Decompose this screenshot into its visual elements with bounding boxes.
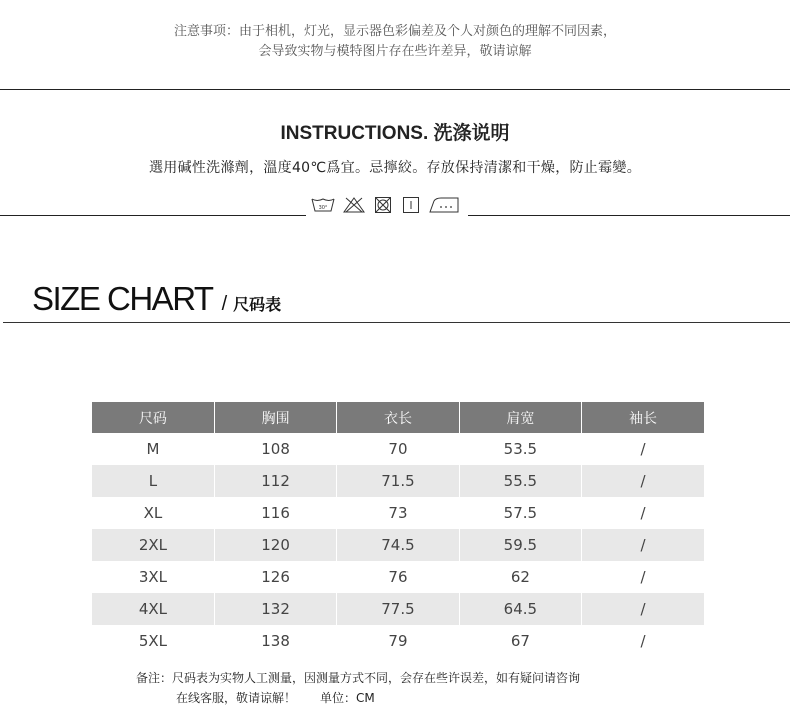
- care-symbols-row: [0, 197, 790, 219]
- no-tumble-dry-icon: [373, 197, 393, 213]
- cell-chest: 112: [214, 465, 336, 497]
- cell-sleeve: /: [582, 529, 704, 561]
- cell-length: 70: [337, 433, 459, 465]
- cell-shoulder: 62: [459, 561, 581, 593]
- cell-length: 71.5: [337, 465, 459, 497]
- table-row: [92, 433, 704, 465]
- cell-size: M: [92, 433, 214, 465]
- cell-sleeve: /: [640, 568, 646, 586]
- wash-temp: 30°: [318, 205, 328, 211]
- cell-sleeve: /: [640, 504, 646, 522]
- header-shoulder: 肩宽: [459, 402, 581, 433]
- cell-length: 79: [337, 625, 459, 657]
- size-note-line-1: 备注：尺码表为实物人工测量，因测量方式不同，会存在些许误差，如有疑问请咨询: [136, 671, 581, 685]
- header-sleeve: 袖长: [582, 402, 704, 433]
- table-row: [92, 625, 704, 657]
- header-length: 衣长: [337, 402, 459, 433]
- size-note: [136, 668, 580, 708]
- size-note-line-2: 在线客服，敬请谅解！ 单位：CM: [176, 691, 375, 705]
- cell-size: L: [92, 465, 214, 497]
- table-row: [92, 561, 704, 593]
- cell-size: 2XL: [92, 529, 214, 561]
- iron-low-icon: [429, 197, 459, 213]
- cell-length: 73: [337, 497, 459, 529]
- care-icons: [311, 197, 459, 213]
- cell-chest: 126: [214, 561, 336, 593]
- cell-shoulder: 64.5: [459, 593, 581, 625]
- cell-sleeve: /: [582, 593, 704, 625]
- cell-shoulder: 53.5: [459, 433, 581, 465]
- header-size: 尺码: [92, 402, 214, 433]
- cell-size: 5XL: [92, 625, 214, 657]
- dry-flat-icon: [401, 197, 421, 213]
- size-table: [92, 402, 704, 657]
- care-rule-right: [468, 215, 790, 216]
- cell-chest: 138: [214, 625, 336, 657]
- cell-size: XL: [92, 497, 214, 529]
- cell-chest: 108: [214, 433, 336, 465]
- cell-chest: 132: [214, 593, 336, 625]
- table-row: [92, 497, 704, 529]
- cell-sleeve: /: [640, 440, 646, 458]
- cell-size: 4XL: [92, 593, 214, 625]
- cell-length: 77.5: [337, 593, 459, 625]
- notice-line-2: 会导致实物与模特图片存在些许差异，敬请谅解: [258, 44, 532, 59]
- table-row: [92, 593, 704, 625]
- instructions-text: 選用碱性洗滌劑，溫度40℃爲宜。忌擰絞。存放保持清潔和干燥，防止霉變。: [148, 160, 642, 176]
- cell-shoulder: 57.5: [459, 497, 581, 529]
- cell-size: 3XL: [92, 561, 214, 593]
- cell-length: 74.5: [337, 529, 459, 561]
- cell-length: 76: [337, 561, 459, 593]
- cell-chest: 116: [214, 497, 336, 529]
- size-chart-title-cn: 尺码表: [233, 295, 282, 314]
- notice-line-1: 注意事项：由于相机，灯光，显示器色彩偏差及个人对颜色的理解不同因素，: [173, 24, 616, 39]
- size-chart-title-en: SIZE CHART: [32, 280, 213, 317]
- cell-chest: 120: [214, 529, 336, 561]
- size-chart-separator: /: [221, 293, 228, 315]
- table-header-row: [92, 402, 704, 433]
- care-rule-left: [0, 215, 306, 216]
- cell-sleeve: /: [582, 465, 704, 497]
- instructions-title: INSTRUCTIONS. 洗涤说明: [280, 123, 510, 144]
- size-chart-heading: [32, 280, 281, 318]
- cell-shoulder: 59.5: [459, 529, 581, 561]
- wash-30-icon: [311, 197, 335, 213]
- table-row: [92, 465, 704, 497]
- no-bleach-icon: [343, 197, 365, 213]
- table-row: [92, 529, 704, 561]
- divider-top: [0, 89, 790, 90]
- header-chest: 胸围: [214, 402, 336, 433]
- notice: [0, 22, 790, 62]
- divider-size-chart: [3, 322, 790, 323]
- cell-sleeve: /: [640, 632, 646, 650]
- cell-shoulder: 67: [459, 625, 581, 657]
- cell-shoulder: 55.5: [459, 465, 581, 497]
